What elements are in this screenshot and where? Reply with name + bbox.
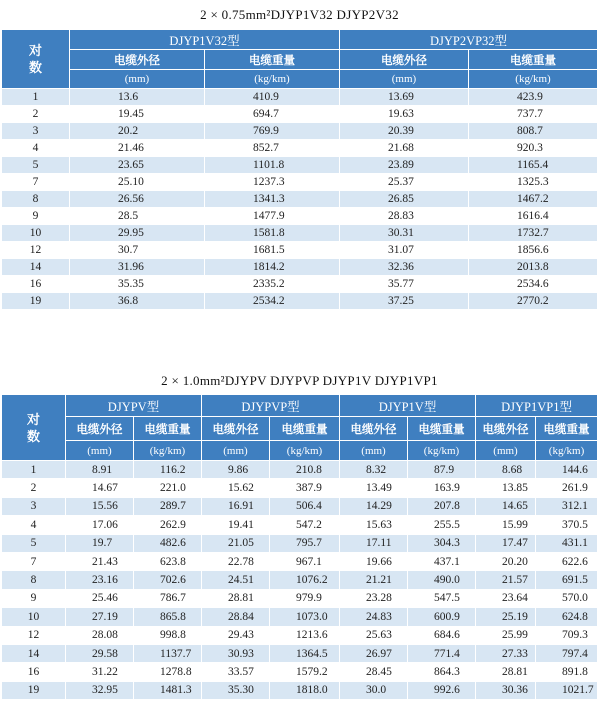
diameter-cell: 25.63 [340,626,408,644]
diameter-cell: 28.81 [202,589,270,607]
diameter-cell: 30.93 [202,644,270,662]
diameter-cell: 20.2 [70,123,205,140]
diameter-cell: 26.85 [340,191,469,208]
pairs-cell: 3 [2,123,70,140]
table-row [2,106,598,123]
weight-cell: 1213.6 [270,626,340,644]
diameter-cell: 22.78 [202,552,270,570]
diameter-cell: 23.65 [70,157,205,174]
diameter-cell: 13.49 [340,479,408,497]
weight-header: 电缆重量 [134,417,202,441]
diameter-cell: 14.65 [476,497,536,515]
pairs-cell: 2 [2,106,70,123]
diameter-cell: 17.11 [340,534,408,552]
diameter-cell: 33.57 [202,663,270,681]
model-header: DJYP1V32型 [70,30,340,50]
diameter-cell: 15.63 [340,516,408,534]
weight-header: 电缆重量 [270,417,340,441]
diameter-cell: 19.41 [202,516,270,534]
diameter-cell: 8.32 [340,461,408,479]
diameter-cell: 13.85 [476,479,536,497]
weight-cell: 771.4 [408,644,476,662]
weight-cell: 992.6 [408,681,476,699]
table-row [2,174,598,191]
weight-cell: 2770.2 [469,293,598,310]
weight-cell: 702.6 [134,571,202,589]
weight-cell: 797.4 [536,644,598,662]
weight-cell: 786.7 [134,589,202,607]
table-row [2,479,598,497]
diameter-cell: 32.36 [340,259,469,276]
pairs-cell: 19 [2,681,66,699]
table-row [2,626,598,644]
weight-cell: 370.5 [536,516,598,534]
model-header: DJYPVP型 [202,395,340,417]
diameter-cell: 26.56 [70,191,205,208]
diameter-cell: 25.19 [476,608,536,626]
weight-unit: (kg/km) [469,70,598,89]
table-row [2,552,598,570]
weight-cell: 1818.0 [270,681,340,699]
cable-spec-table-1 [1,29,598,310]
pairs-cell: 5 [2,534,66,552]
diameter-cell: 21.05 [202,534,270,552]
table-row [2,516,598,534]
table2-body [2,461,598,700]
diameter-cell: 9.86 [202,461,270,479]
diameter-cell: 35.30 [202,681,270,699]
diameter-cell: 29.95 [70,225,205,242]
pairs-cell: 14 [2,259,70,276]
table1-title: 2 × 0.75mm²DJYP1V32 DJYP2V32 [200,7,399,22]
diameter-cell: 19.7 [66,534,134,552]
diameter-cell: 35.35 [70,276,205,293]
weight-cell: 769.9 [205,123,340,140]
weight-cell: 221.0 [134,479,202,497]
diameter-cell: 21.21 [340,571,408,589]
weight-unit: (kg/km) [270,441,340,461]
diameter-cell: 21.43 [66,552,134,570]
diameter-cell: 28.84 [202,608,270,626]
table-row [2,140,598,157]
weight-cell: 261.9 [536,479,598,497]
diameter-cell: 27.33 [476,644,536,662]
diameter-cell: 28.5 [70,208,205,225]
model-header: DJYP1VP1型 [476,395,598,417]
weight-cell: 1364.5 [270,644,340,662]
weight-cell: 482.6 [134,534,202,552]
diameter-cell: 25.99 [476,626,536,644]
table-row [2,534,598,552]
diameter-header: 电缆外径 [476,417,536,441]
weight-header: 电缆重量 [469,50,598,70]
weight-cell: 506.4 [270,497,340,515]
weight-cell: 1325.3 [469,174,598,191]
pairs-cell: 3 [2,497,66,515]
weight-cell: 2534.2 [205,293,340,310]
pairs-cell: 9 [2,589,66,607]
weight-unit: (kg/km) [205,70,340,89]
weight-cell: 1101.8 [205,157,340,174]
diameter-header: 电缆外径 [202,417,270,441]
diameter-cell: 30.36 [476,681,536,699]
table-row [2,608,598,626]
weight-cell: 623.8 [134,552,202,570]
weight-cell: 795.7 [270,534,340,552]
diameter-cell: 15.99 [476,516,536,534]
diameter-cell: 15.56 [66,497,134,515]
diameter-cell: 28.81 [476,663,536,681]
diameter-cell: 17.47 [476,534,536,552]
pairs-cell: 7 [2,552,66,570]
weight-unit: (kg/km) [134,441,202,461]
weight-cell: 1579.2 [270,663,340,681]
diameter-cell: 31.07 [340,242,469,259]
pairs-cell: 16 [2,276,70,293]
weight-cell: 1581.8 [205,225,340,242]
weight-header: 电缆重量 [205,50,340,70]
diameter-cell: 29.58 [66,644,134,662]
weight-cell: 1481.3 [134,681,202,699]
weight-cell: 1341.3 [205,191,340,208]
weight-cell: 1278.8 [134,663,202,681]
weight-cell: 998.8 [134,626,202,644]
diameter-cell: 23.89 [340,157,469,174]
weight-cell: 262.9 [134,516,202,534]
diameter-cell: 19.66 [340,552,408,570]
diameter-unit: (mm) [66,441,134,461]
weight-cell: 967.1 [270,552,340,570]
weight-cell: 207.8 [408,497,476,515]
diameter-header: 电缆外径 [70,50,205,70]
weight-cell: 1616.4 [469,208,598,225]
diameter-cell: 28.45 [340,663,408,681]
table-row [2,89,598,106]
table-row [2,123,598,140]
weight-cell: 684.6 [408,626,476,644]
table-row [2,242,598,259]
weight-cell: 691.5 [536,571,598,589]
weight-cell: 600.9 [408,608,476,626]
pairs-cell: 7 [2,174,70,191]
weight-cell: 210.8 [270,461,340,479]
diameter-cell: 21.57 [476,571,536,589]
diameter-cell: 29.43 [202,626,270,644]
pairs-cell: 19 [2,293,70,310]
weight-header: 电缆重量 [536,417,598,441]
diameter-cell: 27.19 [66,608,134,626]
table-row [2,681,598,699]
diameter-cell: 23.16 [66,571,134,589]
weight-cell: 1856.6 [469,242,598,259]
pairs-cell: 14 [2,644,66,662]
diameter-cell: 30.31 [340,225,469,242]
weight-cell: 304.3 [408,534,476,552]
diameter-cell: 16.91 [202,497,270,515]
weight-cell: 1073.0 [270,608,340,626]
pairs-cell: 16 [2,663,66,681]
weight-cell: 431.1 [536,534,598,552]
table-row [2,208,598,225]
weight-cell: 1732.7 [469,225,598,242]
table-row [2,293,598,310]
weight-cell: 289.7 [134,497,202,515]
diameter-cell: 28.83 [340,208,469,225]
diameter-cell: 36.8 [70,293,205,310]
weight-cell: 1137.7 [134,644,202,662]
weight-cell: 808.7 [469,123,598,140]
weight-cell: 1021.7 [536,681,598,699]
diameter-cell: 8.68 [476,461,536,479]
weight-cell: 709.3 [536,626,598,644]
weight-cell: 570.0 [536,589,598,607]
weight-unit: (kg/km) [536,441,598,461]
diameter-cell: 21.68 [340,140,469,157]
diameter-cell: 19.63 [340,106,469,123]
pairs-cell: 1 [2,461,66,479]
pairs-cell: 1 [2,89,70,106]
diameter-cell: 35.77 [340,276,469,293]
table1-body [2,89,598,310]
pairs-cell: 9 [2,208,70,225]
table-row [2,644,598,662]
diameter-cell: 26.97 [340,644,408,662]
diameter-cell: 37.25 [340,293,469,310]
weight-cell: 547.2 [270,516,340,534]
table-row [2,225,598,242]
weight-cell: 852.7 [205,140,340,157]
weight-cell: 87.9 [408,461,476,479]
pairs-cell: 8 [2,571,66,589]
diameter-unit: (mm) [340,441,408,461]
weight-cell: 891.8 [536,663,598,681]
diameter-cell: 21.46 [70,140,205,157]
model-header: DJYP2VP32型 [340,30,598,50]
weight-cell: 865.8 [134,608,202,626]
weight-cell: 437.1 [408,552,476,570]
diameter-cell: 25.46 [66,589,134,607]
table-row [2,157,598,174]
diameter-cell: 13.69 [340,89,469,106]
pairs-cell: 10 [2,608,66,626]
weight-cell: 864.3 [408,663,476,681]
weight-cell: 624.8 [536,608,598,626]
weight-cell: 622.6 [536,552,598,570]
diameter-cell: 15.62 [202,479,270,497]
diameter-cell: 31.22 [66,663,134,681]
cable-spec-table-2 [1,394,598,700]
pairs-cell: 4 [2,140,70,157]
diameter-cell: 31.96 [70,259,205,276]
diameter-unit: (mm) [340,70,469,89]
weight-cell: 2534.6 [469,276,598,293]
weight-cell: 1467.2 [469,191,598,208]
diameter-cell: 32.95 [66,681,134,699]
pairs-cell: 5 [2,157,70,174]
weight-cell: 490.0 [408,571,476,589]
weight-cell: 1165.4 [469,157,598,174]
diameter-cell: 23.28 [340,589,408,607]
model-header: DJYPV型 [66,395,202,417]
weight-cell: 144.6 [536,461,598,479]
diameter-cell: 30.7 [70,242,205,259]
weight-cell: 1681.5 [205,242,340,259]
diameter-cell: 24.83 [340,608,408,626]
table-row [2,497,598,515]
weight-cell: 423.9 [469,89,598,106]
pairs-cell: 2 [2,479,66,497]
weight-cell: 1237.3 [205,174,340,191]
pairs-header: 对 数 [2,30,70,89]
weight-cell: 920.3 [469,140,598,157]
pairs-header: 对 数 [2,395,66,461]
diameter-cell: 14.67 [66,479,134,497]
pairs-cell: 8 [2,191,70,208]
diameter-unit: (mm) [70,70,205,89]
diameter-unit: (mm) [476,441,536,461]
weight-cell: 694.7 [205,106,340,123]
pairs-cell: 12 [2,242,70,259]
diameter-header: 电缆外径 [66,417,134,441]
weight-cell: 737.7 [469,106,598,123]
weight-cell: 410.9 [205,89,340,106]
diameter-cell: 14.29 [340,497,408,515]
table-row [2,191,598,208]
table-row [2,276,598,293]
diameter-header: 电缆外径 [340,50,469,70]
diameter-cell: 19.45 [70,106,205,123]
diameter-cell: 20.20 [476,552,536,570]
diameter-header: 电缆外径 [340,417,408,441]
weight-cell: 1076.2 [270,571,340,589]
weight-cell: 1477.9 [205,208,340,225]
table2-title: 2 × 1.0mm²DJYPV DJYPVP DJYP1V DJYP1VP1 [161,373,438,388]
weight-unit: (kg/km) [408,441,476,461]
diameter-unit: (mm) [202,441,270,461]
weight-cell: 387.9 [270,479,340,497]
weight-cell: 2335.2 [205,276,340,293]
weight-cell: 979.9 [270,589,340,607]
diameter-cell: 24.51 [202,571,270,589]
weight-cell: 2013.8 [469,259,598,276]
table-row [2,461,598,479]
diameter-cell: 28.08 [66,626,134,644]
weight-cell: 116.2 [134,461,202,479]
diameter-cell: 8.91 [66,461,134,479]
diameter-cell: 25.37 [340,174,469,191]
weight-cell: 547.5 [408,589,476,607]
diameter-cell: 25.10 [70,174,205,191]
weight-cell: 255.5 [408,516,476,534]
pairs-cell: 12 [2,626,66,644]
table-row [2,259,598,276]
weight-header: 电缆重量 [408,417,476,441]
diameter-cell: 17.06 [66,516,134,534]
diameter-cell: 23.64 [476,589,536,607]
pairs-cell: 4 [2,516,66,534]
diameter-cell: 13.6 [70,89,205,106]
weight-cell: 1814.2 [205,259,340,276]
table-row [2,663,598,681]
table-row [2,571,598,589]
weight-cell: 312.1 [536,497,598,515]
model-header: DJYP1V型 [340,395,476,417]
diameter-cell: 20.39 [340,123,469,140]
diameter-cell: 30.0 [340,681,408,699]
table-row [2,589,598,607]
pairs-cell: 10 [2,225,70,242]
weight-cell: 163.9 [408,479,476,497]
